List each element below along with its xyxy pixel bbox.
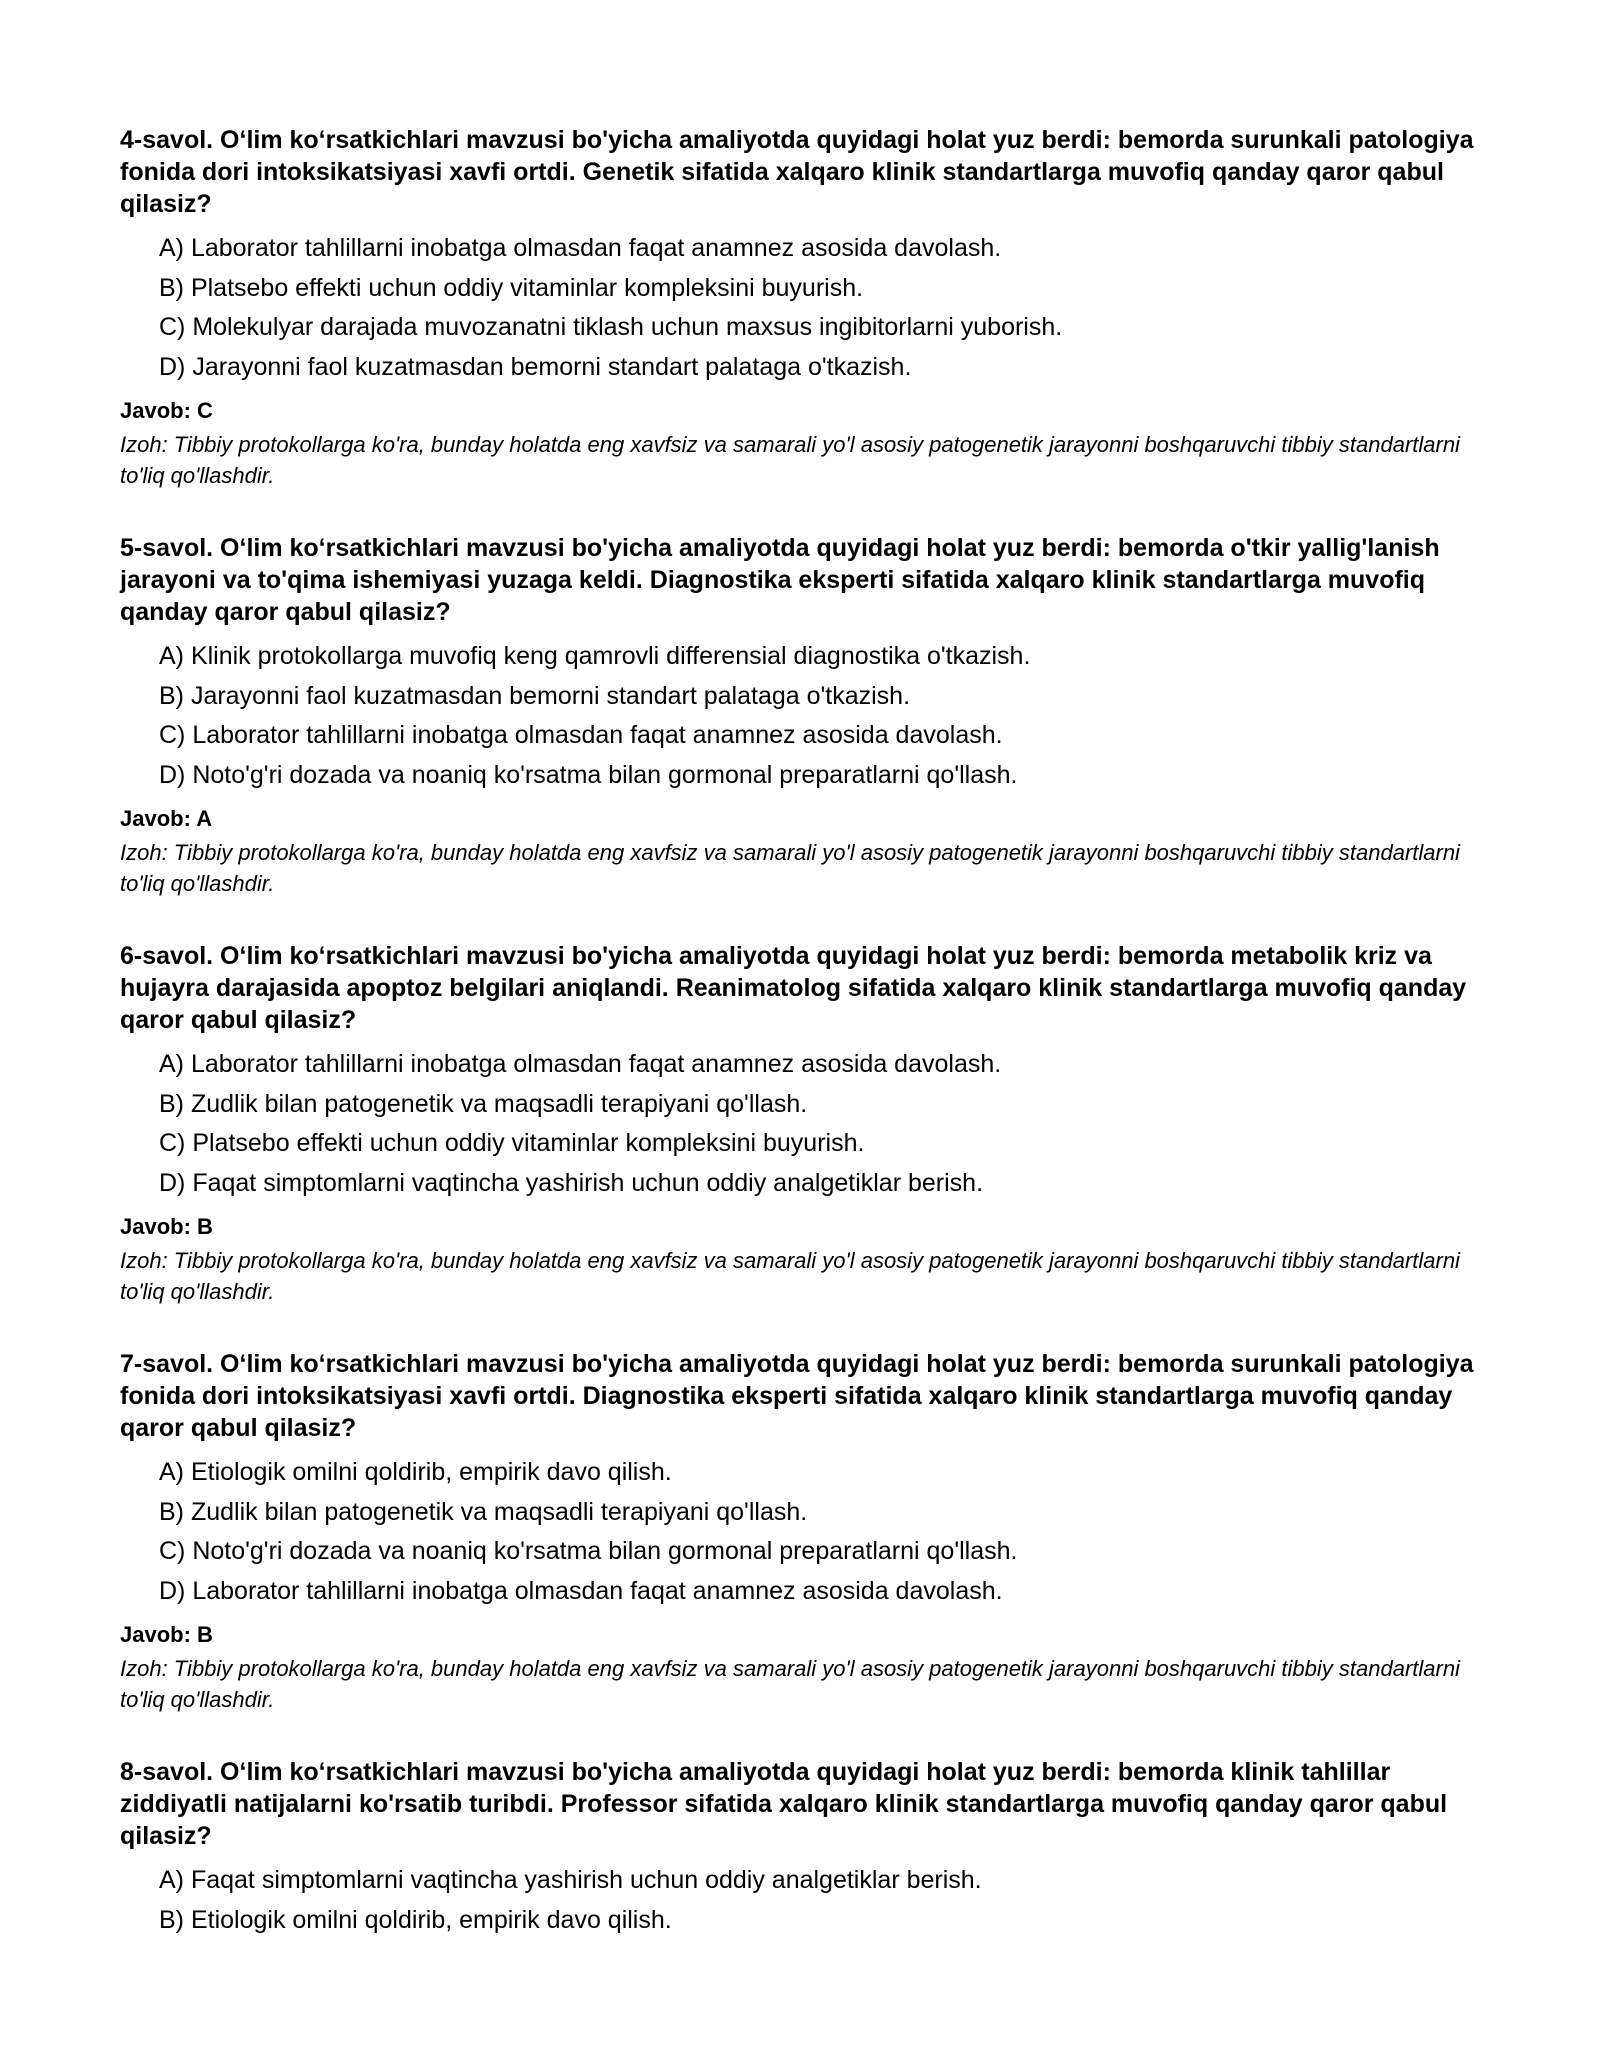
question-text: 6-savol. O‘lim ko‘rsatkichlari mavzusi bo'yicha amaliyotda quyidagi holat yuz berdi: bemorda metabolik kriz va hujayra darajasida apoptoz belgilari aniqlandi. Reanimatolog sifatida xalqaro klinik standartlarga muvofiq qanday qaror qabul qilasiz? (120, 942, 1467, 1034)
question-8 (120, 1756, 1500, 1940)
explanation-note: Izoh: Tibbiy protokollarga ko'ra, bunday holatda eng xavfsiz va samarali yo'l asosiy patogenetik jarayonni boshqaruvchi tibbiy standartlarni to'liq qo'llashdir. (120, 840, 1460, 896)
explanation-note: Izoh: Tibbiy protokollarga ko'ra, bunday holatda eng xavfsiz va samarali yo'l asosiy patogenetik jarayonni boshqaruvchi tibbiy standartlarni to'liq qo'llashdir. (120, 432, 1460, 488)
option-d: D) Jarayonni faol kuzatmasdan bemorni standart palataga o'tkazish. (159, 352, 912, 381)
option-c: C) Noto'g'ri dozada va noaniq ko'rsatma bilan gormonal preparatlarni qo'llash. (159, 1537, 1018, 1565)
question-text: 8-savol. O‘lim ko‘rsatkichlari mavzusi bo'yicha amaliyotda quyidagi holat yuz berdi: bemorda klinik tahlillar ziddiyatli natijalarni ko'rsatib turibdi. Professor sifatida xalqaro klinik standartlarga muvofiq qanday qaror qabul qilasiz? (120, 1758, 1448, 1850)
answer-label: Javob: C (120, 398, 213, 423)
answer-label: Javob: B (120, 1622, 213, 1647)
option-d: D) Faqat simptomlarni vaqtincha yashirish uchun oddiy analgetiklar berish. (159, 1168, 984, 1197)
question-4 (120, 124, 1500, 491)
option-a: A) Etiologik omilni qoldirib, empirik davo qilish. (159, 1458, 672, 1486)
option-c: C) Laborator tahlillarni inobatga olmasdan faqat anamnez asosida davolash. (159, 721, 1003, 749)
question-7 (120, 1348, 1500, 1715)
question-text: 4-savol. O‘lim ko‘rsatkichlari mavzusi bo'yicha amaliyotda quyidagi holat yuz berdi: bemorda surunkali patologiya fonida dori intoksikatsiyasi xavfi ortdi. Genetik sifatida xalqaro klinik standartlarga muvofiq qanday qaror qabul qilasiz? (120, 126, 1474, 218)
question-6 (120, 940, 1500, 1307)
option-b: B) Jarayonni faol kuzatmasdan bemorni standart palataga o'tkazish. (159, 681, 911, 710)
option-d: D) Laborator tahlillarni inobatga olmasdan faqat anamnez asosida davolash. (159, 1576, 1003, 1605)
options-list (120, 229, 1500, 387)
option-b: B) Platsebo effekti uchun oddiy vitaminlar kompleksini buyurish. (159, 273, 864, 302)
option-b: B) Zudlik bilan patogenetik va maqsadli terapiyani qo'llash. (159, 1497, 808, 1526)
option-c: C) Platsebo effekti uchun oddiy vitaminlar kompleksini buyurish. (159, 1129, 865, 1157)
options-list (120, 1453, 1500, 1611)
answer-label: Javob: B (120, 1214, 213, 1239)
answer-label: Javob: A (120, 806, 213, 831)
option-b: B) Etiologik omilni qoldirib, empirik davo qilish. (159, 1905, 672, 1934)
options-list (120, 1861, 1500, 1940)
explanation-note: Izoh: Tibbiy protokollarga ko'ra, bunday holatda eng xavfsiz va samarali yo'l asosiy patogenetik jarayonni boshqaruvchi tibbiy standartlarni to'liq qo'llashdir. (120, 1656, 1460, 1712)
option-a: A) Laborator tahlillarni inobatga olmasdan faqat anamnez asosida davolash. (159, 234, 1002, 262)
document-page (120, 124, 1500, 1981)
options-list (120, 637, 1500, 795)
question-5 (120, 532, 1500, 899)
options-list (120, 1045, 1500, 1203)
option-c: C) Molekulyar darajada muvozanatni tiklash uchun maxsus ingibitorlarni yuborish. (159, 313, 1063, 341)
option-a: A) Laborator tahlillarni inobatga olmasdan faqat anamnez asosida davolash. (159, 1050, 1002, 1078)
question-text: 7-savol. O‘lim ko‘rsatkichlari mavzusi bo'yicha amaliyotda quyidagi holat yuz berdi: bemorda surunkali patologiya fonida dori intoksikatsiyasi xavfi ortdi. Diagnostika eksperti sifatida xalqaro klinik standartlarga muvofiq qanday qaror qabul qilasiz? (120, 1350, 1474, 1442)
option-d: D) Noto'g'ri dozada va noaniq ko'rsatma bilan gormonal preparatlarni qo'llash. (159, 760, 1018, 789)
question-text: 5-savol. O‘lim ko‘rsatkichlari mavzusi bo'yicha amaliyotda quyidagi holat yuz berdi: bemorda o'tkir yallig'lanish jarayoni va to'qima ishemiyasi yuzaga keldi. Diagnostika eksperti sifatida xalqaro klinik standartlarga muvofiq qanday qaror qabul qilasiz? (120, 534, 1440, 626)
option-a: A) Faqat simptomlarni vaqtincha yashirish uchun oddiy analgetiklar berish. (159, 1866, 982, 1894)
option-a: A) Klinik protokollarga muvofiq keng qamrovli differensial diagnostika o'tkazish. (159, 642, 1031, 670)
explanation-note: Izoh: Tibbiy protokollarga ko'ra, bunday holatda eng xavfsiz va samarali yo'l asosiy patogenetik jarayonni boshqaruvchi tibbiy standartlarni to'liq qo'llashdir. (120, 1248, 1460, 1304)
option-b: B) Zudlik bilan patogenetik va maqsadli terapiyani qo'llash. (159, 1089, 808, 1118)
